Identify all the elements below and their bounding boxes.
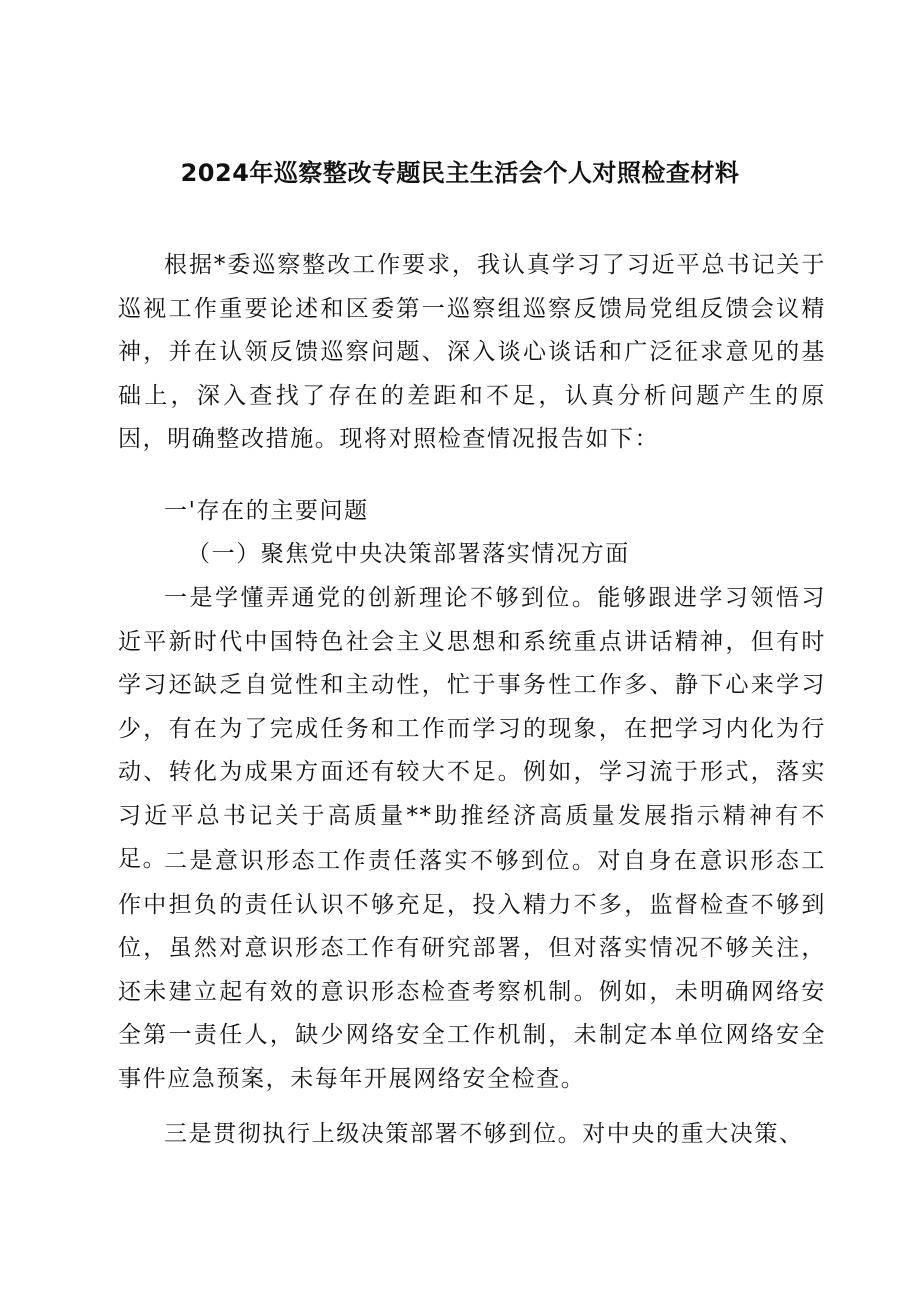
paragraph-3: 三是贯彻执行上级决策部署不够到位。对中央的重大决策、: [164, 1121, 804, 1147]
section-heading-block: [118, 490, 826, 534]
paragraph-2-block: [118, 840, 826, 1101]
paragraph-2: 二是意识形态工作责任落实不够到位。对自身在意识形态工作中担负的责任认识不够充足，投入精力不多，监督检查不够到位，虽然对意识形态工作有研究部署，但对落实情况不够关注，还未建立起有效的意识形态检查考察机制。例如，未明确网络安全第一责任人，缺少网络安全工作机制，未制定本单位网络安全事件应急预案，未每年开展网络安全检查。: [118, 848, 826, 1092]
paragraph-3-block: [118, 1113, 826, 1157]
document-title: 2024年巡察整改专题民主生活会个人对照检查材料: [180, 159, 740, 187]
intro-paragraph: 根据*委巡察整改工作要求，我认真学习了习近平总书记关于巡视工作重要论述和区委第一巡察组巡察反馈局党组反馈会议精神，并在认领反馈巡察问题、深入谈心谈话和广泛征求意见的基础上，深入查找了存在的差距和不足，认真分析问题产生的原因，明确整改措施。现将对照检查情况报告如下：: [118, 252, 826, 452]
intro-block: [118, 244, 826, 462]
subsection-1-heading: （一）聚焦党中央决策部署落实情况方面: [187, 541, 630, 567]
paragraph-1-block: [118, 577, 826, 882]
subsection-heading-block: [118, 533, 826, 577]
paragraph-1: 一是学懂弄通党的创新理论不够到位。能够跟进学习领悟习近平新时代中国特色社会主义思想和系统重点讲话精神，但有时学习还缺乏自觉性和主动性，忙于事务性工作多、静下心来学习少，有在为了完成任务和工作而学习的现象，在把学习内化为行动、转化为成果方面还有较大不足。例如，学习流于形式，落实习近平总书记关于高质量**助推经济高质量发展指示精神有不足。: [118, 585, 826, 872]
section-1-heading: 一'存在的主要问题: [164, 498, 369, 524]
